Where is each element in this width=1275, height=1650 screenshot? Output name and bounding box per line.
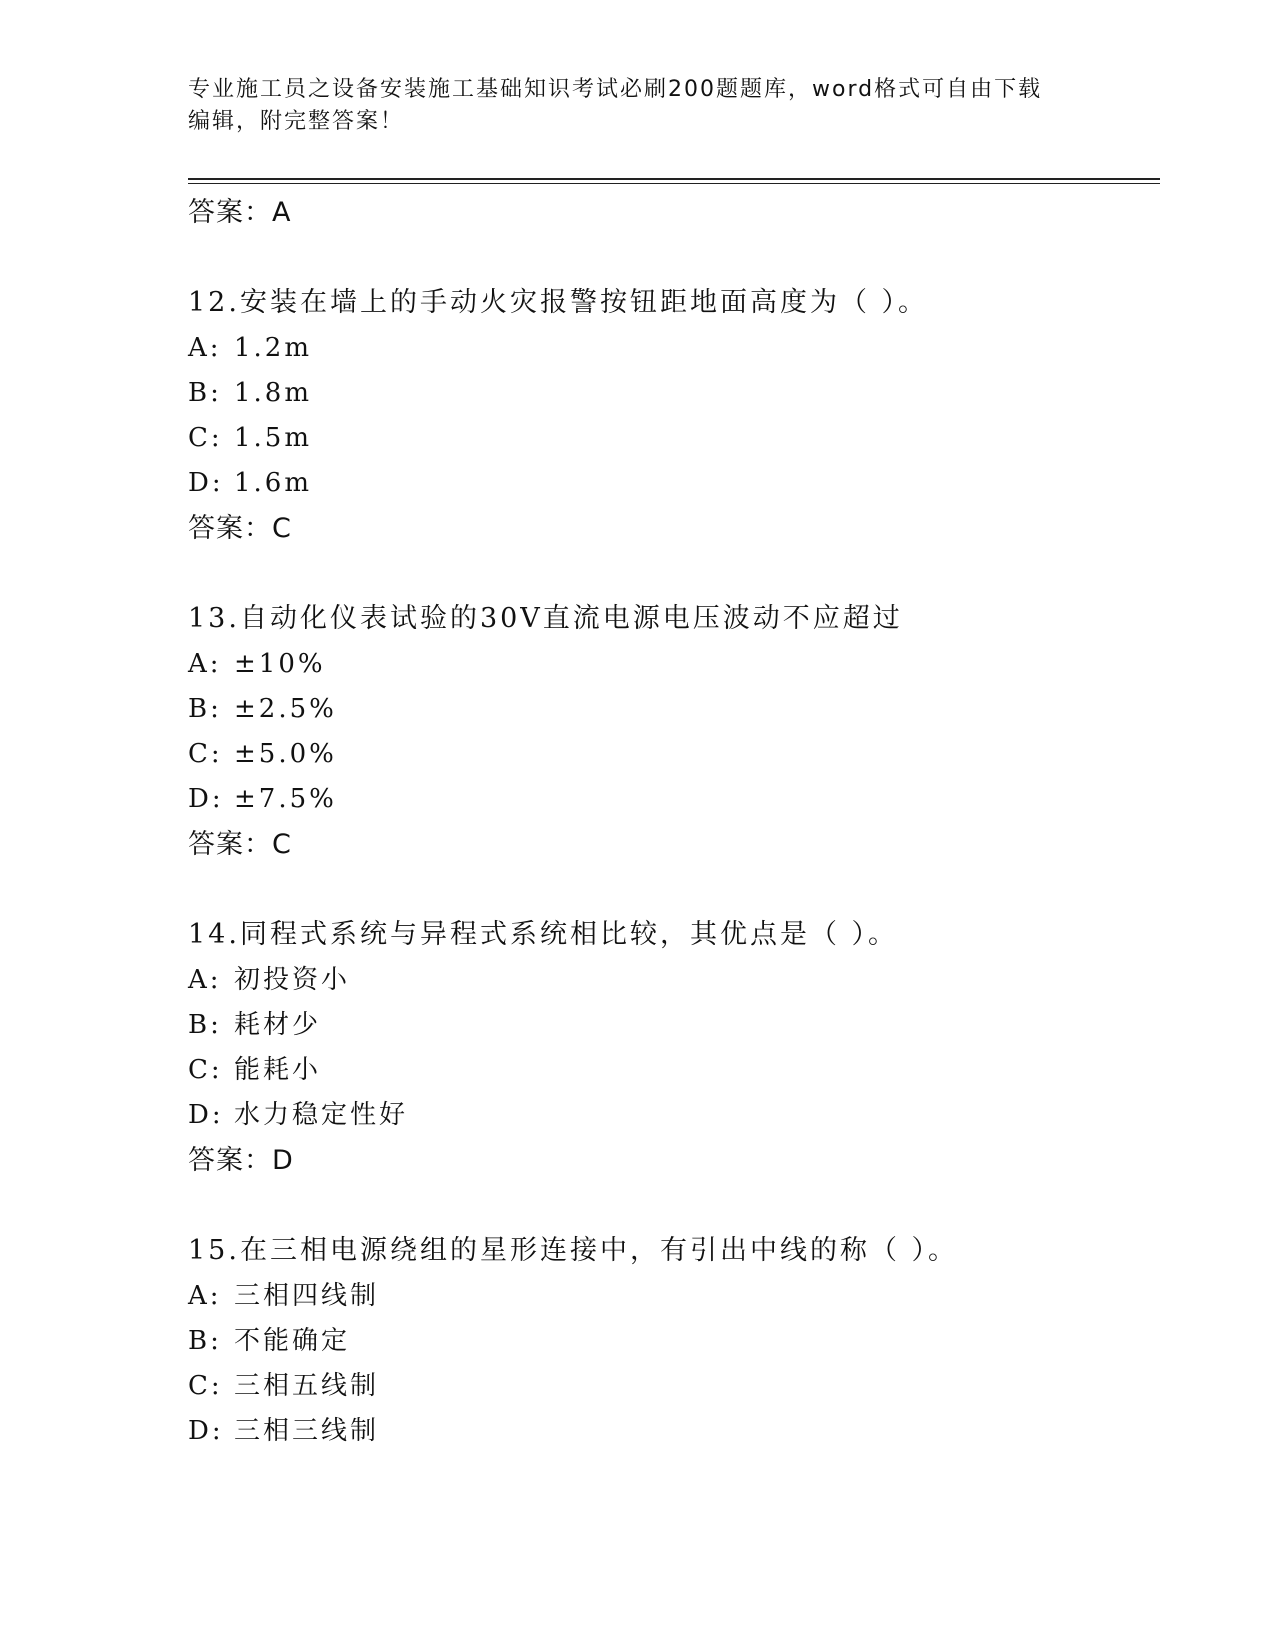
option-d <box>188 1093 1148 1138</box>
option-text: 初投资小 <box>234 965 351 995</box>
option-text: 1.2m <box>234 333 313 363</box>
question-15 <box>188 1228 1148 1454</box>
option-letter: C: <box>188 423 223 453</box>
question-14 <box>188 912 1148 1184</box>
option-b <box>188 687 1148 732</box>
option-c <box>188 1364 1148 1409</box>
previous-answer: 答案：A <box>188 197 292 228</box>
question-12 <box>188 280 1148 552</box>
option-d <box>188 1409 1148 1454</box>
option-text: 水力稳定性好 <box>234 1100 409 1130</box>
question-stem: 15.在三相电源绕组的星形连接中，有引出中线的称（ ）。 <box>188 1235 959 1266</box>
option-c <box>188 416 1148 461</box>
option-text: 能耗小 <box>234 1055 322 1085</box>
option-letter: D: <box>188 1416 224 1446</box>
option-d <box>188 777 1148 822</box>
option-d <box>188 461 1148 506</box>
option-c <box>188 1048 1148 1093</box>
option-a <box>188 1274 1148 1319</box>
option-text: 1.6m <box>234 468 313 498</box>
option-letter: C: <box>188 1371 223 1401</box>
question-13 <box>188 596 1148 868</box>
question-stem: 14.同程式系统与异程式系统相比较，其优点是（ ）。 <box>188 919 899 950</box>
question-stem: 13.自动化仪表试验的30V直流电源电压波动不应超过 <box>188 603 903 634</box>
option-letter: D: <box>188 1100 224 1130</box>
option-text: 1.8m <box>234 378 313 408</box>
option-text: 耗材少 <box>234 1010 322 1040</box>
option-letter: A: <box>188 649 222 679</box>
header-divider-thick <box>188 178 1160 180</box>
header-divider-thin <box>188 183 1160 184</box>
option-text: ±7.5% <box>234 784 337 814</box>
option-letter: A: <box>188 1281 222 1311</box>
option-a <box>188 958 1148 1003</box>
option-text: 三相三线制 <box>234 1416 380 1446</box>
option-text: ±2.5% <box>234 694 337 724</box>
question-list <box>188 190 1148 1454</box>
option-b <box>188 371 1148 416</box>
answer-line: 答案：C <box>188 829 292 860</box>
document-header <box>188 74 1088 138</box>
option-letter: C: <box>188 1055 223 1085</box>
option-letter: C: <box>188 739 223 769</box>
option-text: ±10% <box>234 649 326 679</box>
option-letter: B: <box>188 378 222 408</box>
option-text: 不能确定 <box>234 1326 351 1356</box>
answer-line: 答案：C <box>188 513 292 544</box>
option-text: 1.5m <box>234 423 313 453</box>
option-text: ±5.0% <box>234 739 337 769</box>
option-letter: B: <box>188 1010 222 1040</box>
option-letter: A: <box>188 333 222 363</box>
question-stem: 12.安装在墙上的手动火灾报警按钮距地面高度为（ ）。 <box>188 287 929 318</box>
option-b <box>188 1319 1148 1364</box>
option-c <box>188 732 1148 777</box>
answer-line: 答案：D <box>188 1145 294 1176</box>
option-letter: B: <box>188 694 222 724</box>
option-text: 三相四线制 <box>234 1281 380 1311</box>
option-b <box>188 1003 1148 1048</box>
option-letter: D: <box>188 468 224 498</box>
option-letter: D: <box>188 784 224 814</box>
option-letter: B: <box>188 1326 222 1356</box>
option-a <box>188 642 1148 687</box>
option-letter: A: <box>188 965 222 995</box>
option-a <box>188 326 1148 371</box>
header-line-1: 专业施工员之设备安装施工基础知识考试必刷200题题库，word格式可自由下载 <box>188 77 1043 102</box>
header-line-2: 编辑，附完整答案！ <box>188 109 405 134</box>
option-text: 三相五线制 <box>234 1371 380 1401</box>
